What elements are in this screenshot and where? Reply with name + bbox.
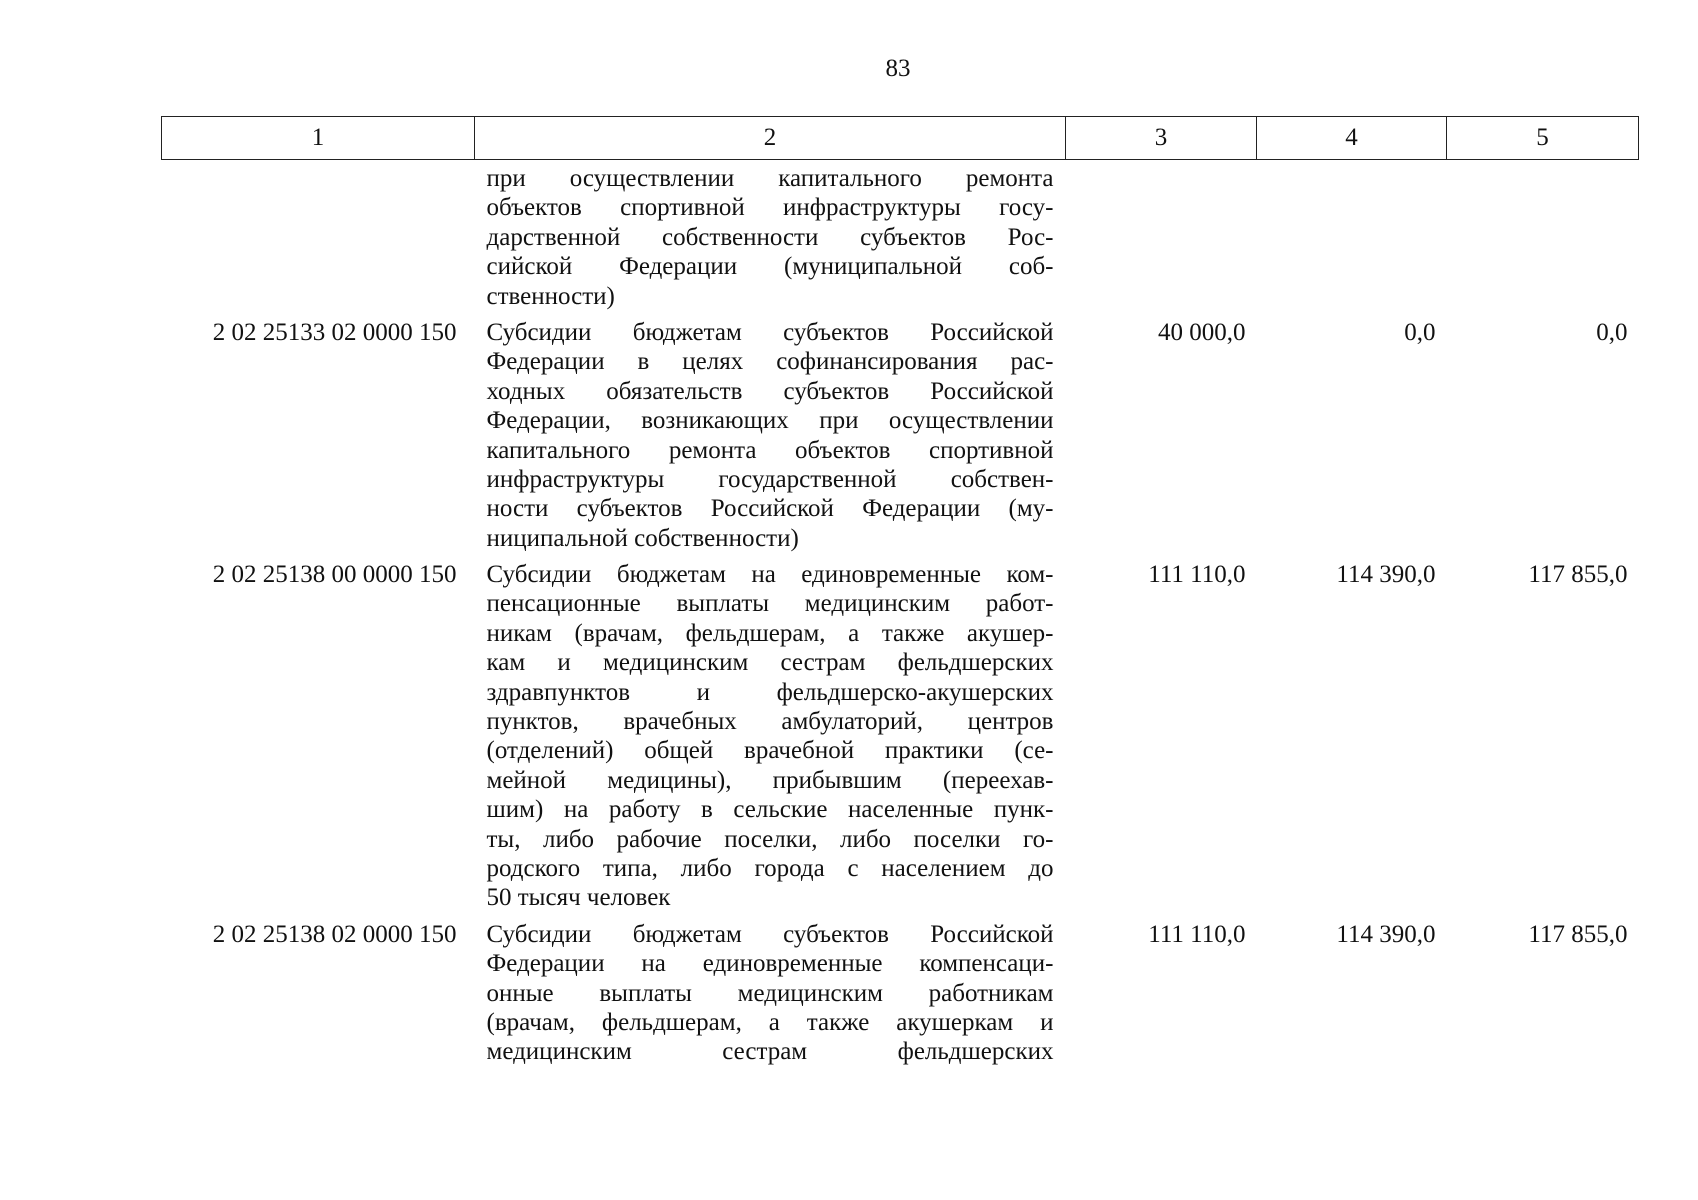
description-line: ты, либо рабочие поселки, либо поселки го- [486, 825, 1054, 853]
description-line: (отделений) общей врачебной практики (се- [486, 737, 1054, 765]
description-line: Федерации в целях софинансирования рас- [486, 348, 1054, 376]
value-col-4 [1257, 160, 1447, 311]
description-line: никам (врачам, фельдшерам, а также акушер- [486, 619, 1054, 647]
description-line: медицинским сестрам фельдшерских [486, 1038, 1054, 1066]
description-line: кам и медицинским сестрам фельдшерских [486, 649, 1054, 677]
description-line: объектов спортивной инфраструктуры госу- [486, 194, 1054, 222]
header-col-1: 1 [162, 117, 475, 160]
description-line: ности субъектов Российской Федерации (му- [486, 495, 1054, 523]
description-cell [475, 160, 1066, 311]
value-col-5: 117 855,0 [1528, 920, 1628, 948]
description-line: сийской Федерации (муниципальной соб- [486, 253, 1054, 281]
value-col-5 [1447, 160, 1639, 311]
value-col-4: 114 390,0 [1336, 920, 1436, 948]
description-line: Субсидии бюджетам субъектов Российской [486, 920, 1054, 948]
description-line: инфраструктуры государственной собствен- [486, 465, 1054, 493]
description-line: Федерации, возникающих при осуществлении [486, 407, 1054, 435]
description-line: (врачам, фельдшерам, а также акушеркам и [486, 1008, 1054, 1036]
description-line: при осуществлении капитального ремонта [486, 165, 1054, 192]
description-line: ниципальной собственности) [486, 524, 799, 552]
value-col-3: 111 110,0 [1148, 920, 1246, 948]
description-cell [475, 913, 1066, 1067]
header-col-4: 4 [1257, 117, 1447, 160]
header-col-2: 2 [475, 117, 1066, 160]
code-cell: 2 02 25138 00 0000 150 [212, 561, 457, 589]
page-number: 83 [885, 55, 911, 82]
table-row [162, 553, 1639, 913]
code-cell [162, 160, 475, 311]
value-col-3: 40 000,0 [1158, 318, 1246, 346]
description-line: пунктов, врачебных амбулаторий, центров [486, 708, 1054, 736]
description-line: Субсидии бюджетам субъектов Российской [486, 318, 1054, 346]
table-row [162, 160, 1639, 311]
value-col-4: 0,0 [1404, 318, 1436, 346]
value-col-5: 117 855,0 [1528, 561, 1628, 589]
table-row [162, 913, 1639, 1067]
table-row [162, 311, 1639, 553]
header-col-3: 3 [1066, 117, 1257, 160]
value-col-3 [1066, 160, 1257, 311]
value-col-4: 114 390,0 [1336, 561, 1436, 589]
header-row [162, 117, 1639, 160]
value-col-5: 0,0 [1596, 318, 1628, 346]
description-line: мейной медицины), прибывшим (переехав- [486, 766, 1054, 794]
description-line: родского типа, либо города с населением до [486, 854, 1054, 882]
description-line: здравпунктов и фельдшерско-акушерских [486, 678, 1054, 706]
description-line: онные выплаты медицинским работникам [486, 979, 1054, 1007]
header-col-5: 5 [1447, 117, 1639, 160]
budget-table [161, 116, 1639, 1067]
description-line: капитального ремонта объектов спортивной [486, 436, 1054, 464]
description-cell [475, 553, 1066, 913]
description-line: ходных обязательств субъектов Российской [486, 377, 1054, 405]
description-line: 50 тысяч человек [486, 884, 671, 912]
description-cell [475, 311, 1066, 553]
description-line: дарственной собственности субъектов Рос- [486, 223, 1054, 251]
description-line: Федерации на единовременные компенсаци- [486, 950, 1054, 978]
description-line: пенсационные выплаты медицинским работ- [486, 590, 1054, 618]
description-line: Субсидии бюджетам на единовременные ком- [486, 561, 1054, 589]
description-line: шим) на работу в сельские населенные пунк- [486, 796, 1054, 824]
code-cell: 2 02 25133 02 0000 150 [212, 318, 457, 346]
code-cell: 2 02 25138 02 0000 150 [212, 920, 457, 948]
description-line: ственности) [486, 282, 615, 310]
value-col-3: 111 110,0 [1148, 561, 1246, 589]
